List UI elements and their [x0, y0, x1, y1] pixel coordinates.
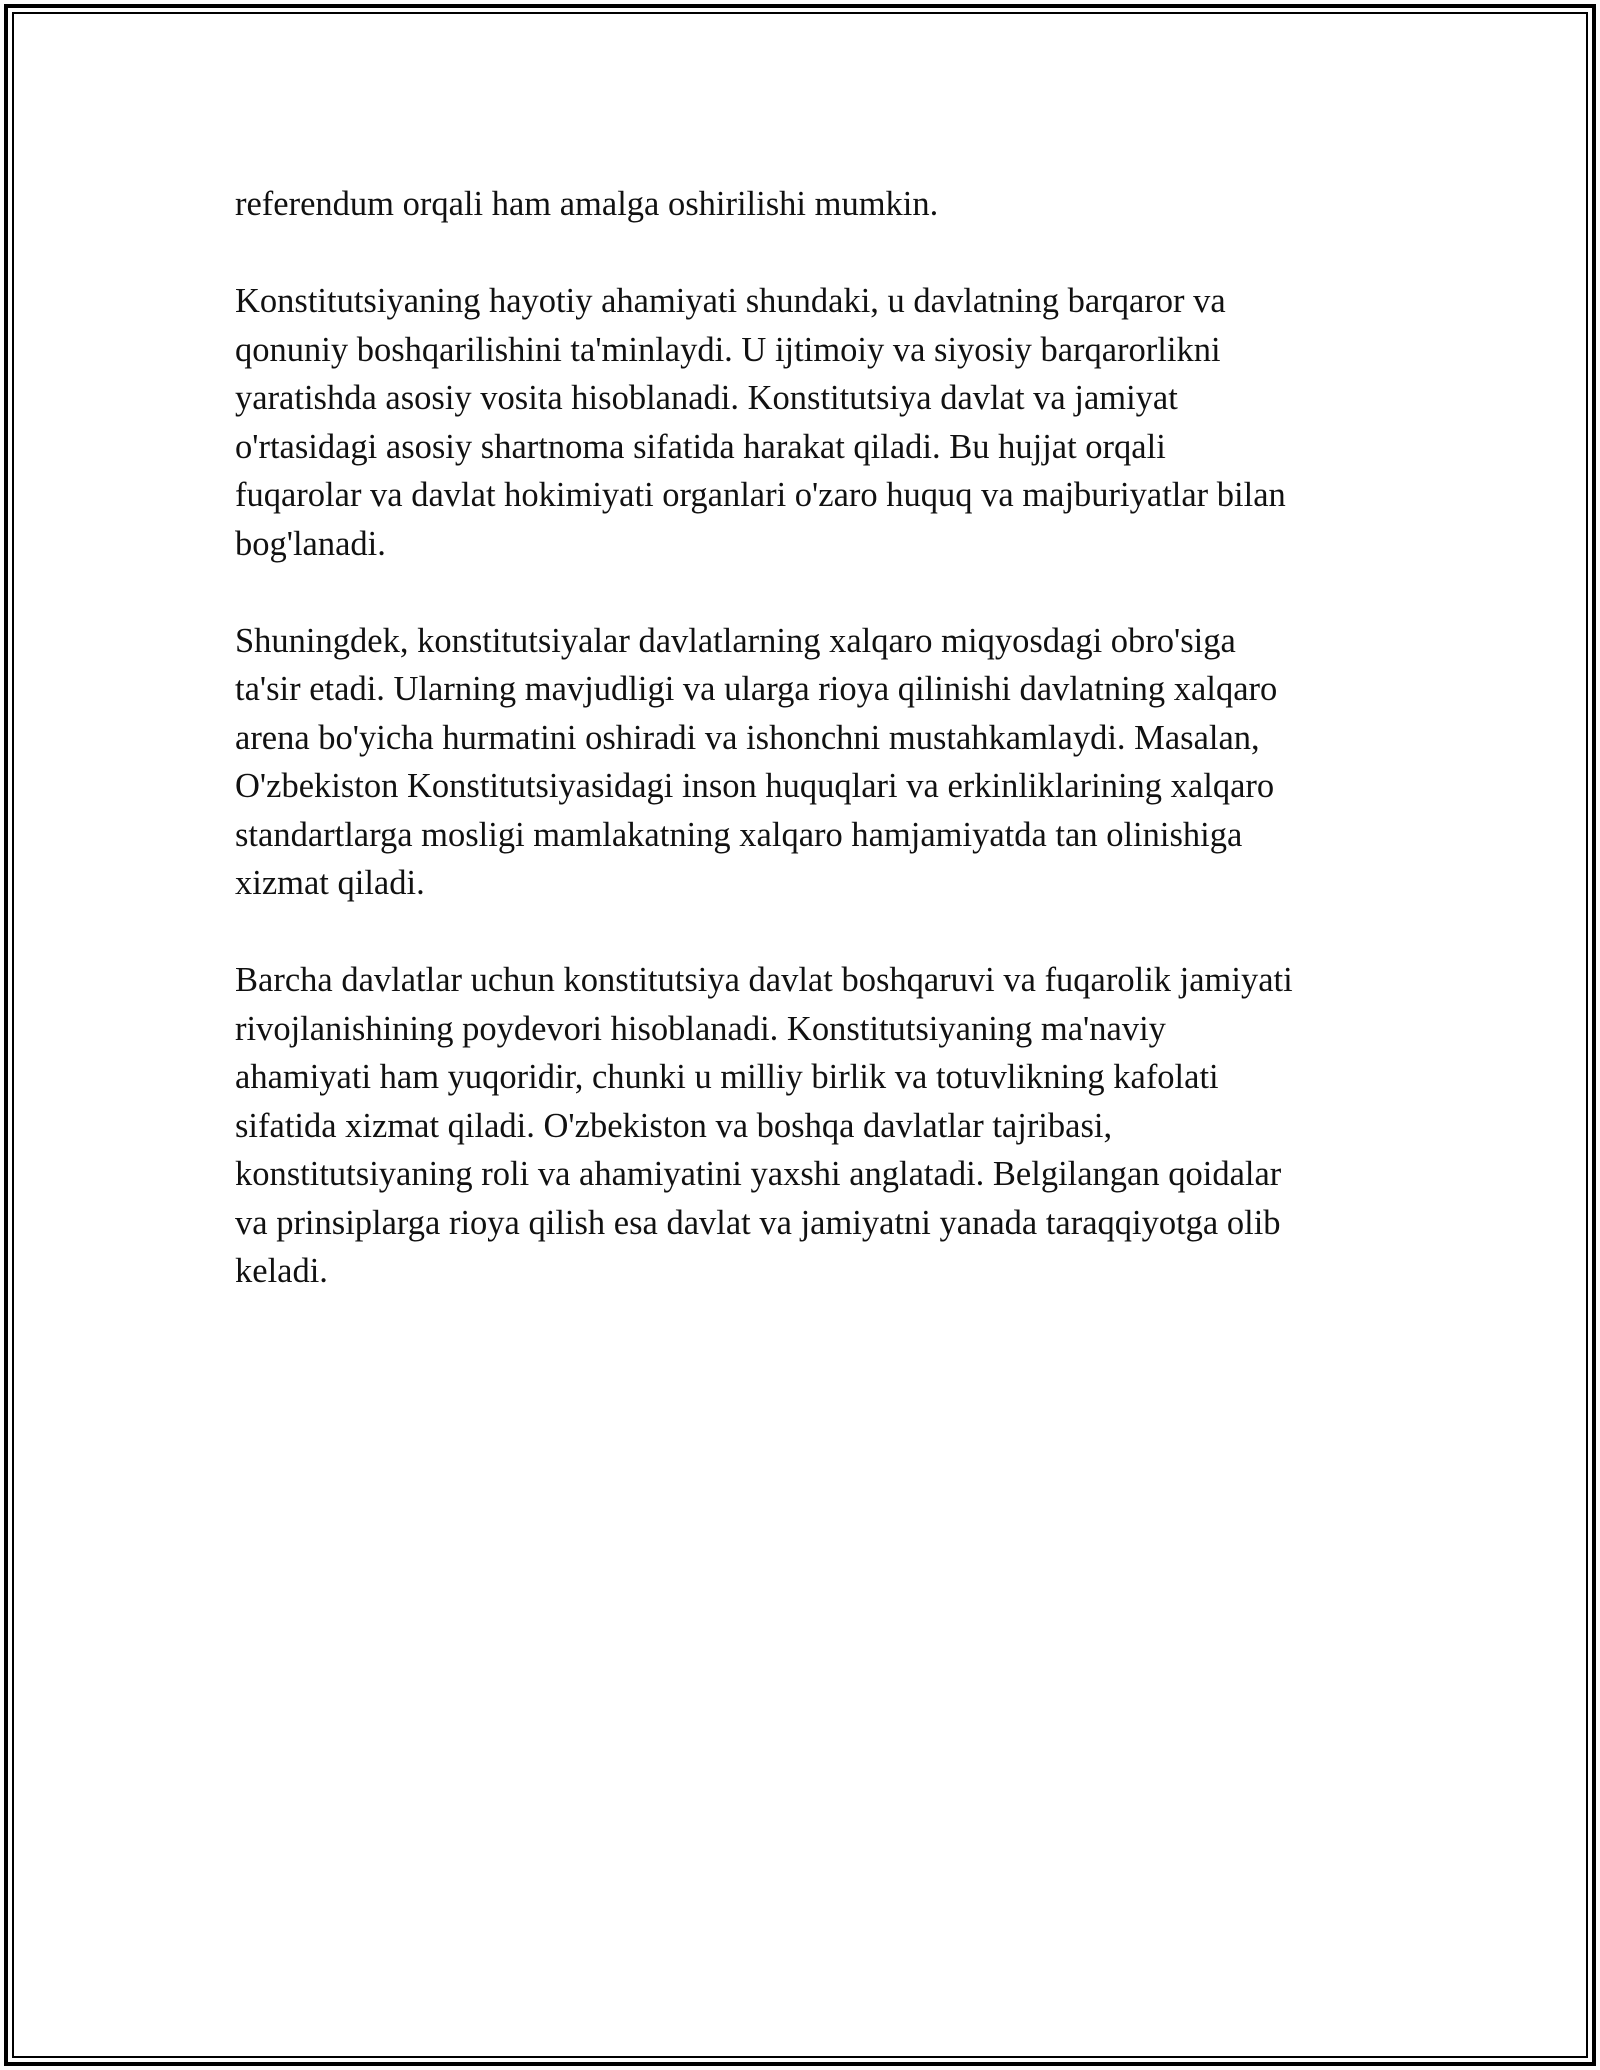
text-line: rivojlanishining poydevori hisoblanadi. Konstitutsiyaning ma'naviy	[235, 1009, 1166, 1048]
paragraph-4	[235, 956, 1365, 1296]
text-line: fuqarolar va davlat hokimiyati organlari o'zaro huquq va majburiyatlar bilan	[235, 476, 1286, 514]
paragraph-3	[235, 617, 1365, 908]
text-line: keladi.	[235, 1252, 328, 1290]
text-line: va prinsiplarga rioya qilish esa davlat va jamiyatni yanada taraqqiyotga olib	[235, 1203, 1281, 1242]
text-line: ta'sir etadi. Ularning mavjudligi va ularga rioya qilinishi davlatning xalqaro	[235, 670, 1278, 708]
text-line: arena bo'yicha hurmatini oshiradi va ishonchni mustahkamlaydi. Masalan,	[235, 718, 1260, 757]
text-line: Konstitutsiyaning hayotiy ahamiyati shundaki, u davlatning barqaror va	[235, 282, 1226, 320]
text-line: konstitutsiyaning roli va ahamiyatini yaxshi anglatadi. Belgilangan qoidalar	[235, 1155, 1282, 1193]
text-line: bog'lanadi.	[235, 524, 386, 563]
document-body	[235, 180, 1365, 1344]
text-line: sifatida xizmat qiladi. O'zbekiston va boshqa davlatlar tajribasi,	[235, 1106, 1113, 1145]
text-line: yaratishda asosiy vosita hisoblanadi. Konstitutsiya davlat va jamiyat	[235, 379, 1178, 417]
text-line: Barcha davlatlar uchun konstitutsiya davlat boshqaruvi va fuqarolik jamiyati	[235, 961, 1293, 999]
text-line: standartlarga mosligi mamlakatning xalqaro hamjamiyatda tan olinishiga	[235, 815, 1243, 854]
text-line: ahamiyati ham yuqoridir, chunki u milliy birlik va totuvlikning kafolati	[235, 1058, 1219, 1096]
paragraph-2	[235, 277, 1365, 568]
text-line: O'zbekiston Konstitutsiyasidagi inson huquqlari va erkinliklarining xalqaro	[235, 767, 1275, 805]
text-line: Shuningdek, konstitutsiyalar davlatlarning xalqaro miqyosdagi obro'siga	[235, 621, 1236, 660]
text-line: referendum orqali ham amalga oshirilishi mumkin.	[235, 185, 939, 223]
paragraph-1	[235, 180, 1365, 229]
text-line: qonuniy boshqarilishini ta'minlaydi. U ijtimoiy va siyosiy barqarorlikni	[235, 330, 1221, 369]
text-line: xizmat qiladi.	[235, 864, 425, 902]
text-line: o'rtasidagi asosiy shartnoma sifatida harakat qiladi. Bu hujjat orqali	[235, 427, 1166, 466]
